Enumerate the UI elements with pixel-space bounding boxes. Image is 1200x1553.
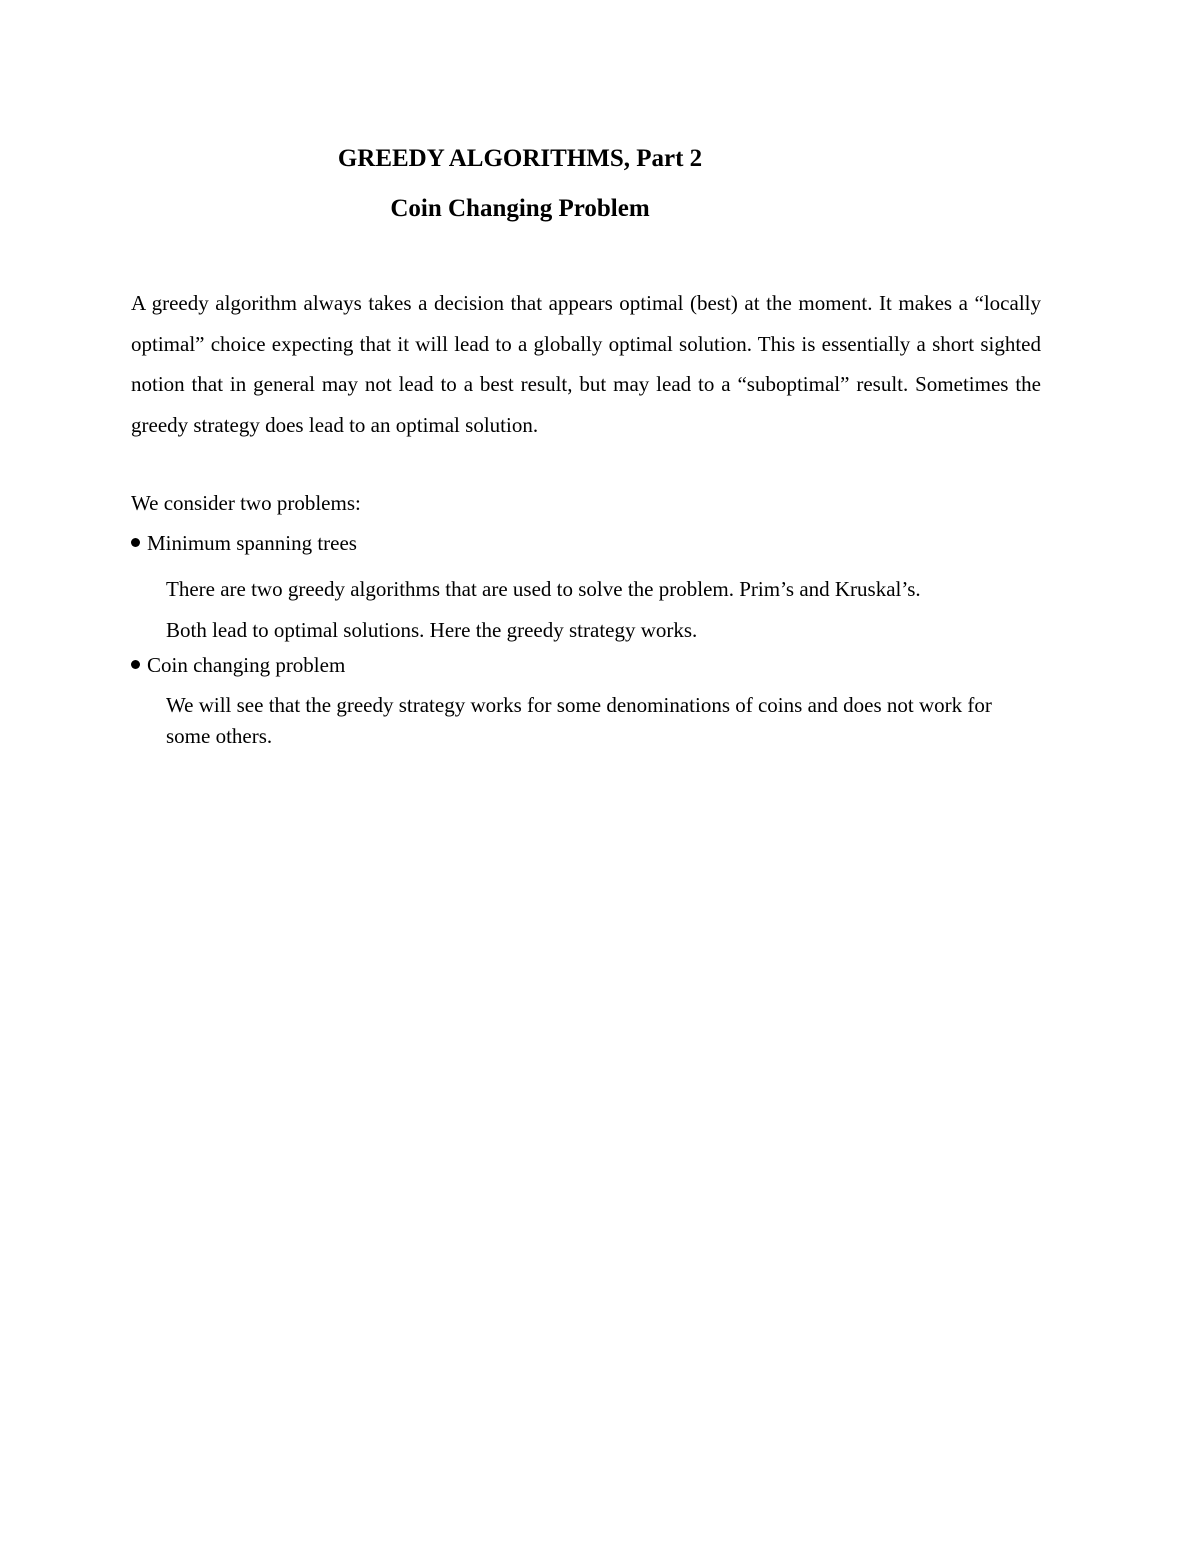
document-title: GREEDY ALGORITHMS, Part 2	[337, 145, 703, 172]
mst-line: There are two greedy algorithms that are used to solve the problem. Prim’s and Kruskal’s.	[166, 577, 921, 601]
bullet-label: Coin changing problem	[147, 653, 346, 677]
bullet-minimum-spanning-trees	[131, 528, 357, 558]
intro-paragraph: A greedy algorithm always takes a decision that appears optimal (best) at the moment. It makes a “locally optimal” choice expecting that it will lead to a globally optimal solution. This is essentially a short sighted notion that in general may not lead to a best result, but may lead to a “suboptimal” result. Sometimes the greedy strategy does lead to an optimal solution.	[131, 291, 1041, 437]
mst-line: Both lead to optimal solutions. Here the greedy strategy works.	[166, 618, 698, 642]
problems-lead: We consider two problems:	[131, 491, 361, 515]
bullet-coin-changing-problem	[131, 650, 345, 680]
mst-description	[166, 569, 1026, 651]
bullet-dot-icon	[131, 538, 140, 547]
document-subtitle: Coin Changing Problem	[390, 195, 650, 222]
coin-description: We will see that the greedy strategy works for some denominations of coins and does not work for some others.	[166, 693, 992, 748]
bullet-dot-icon	[131, 660, 140, 669]
bullet-label: Minimum spanning trees	[147, 531, 357, 555]
